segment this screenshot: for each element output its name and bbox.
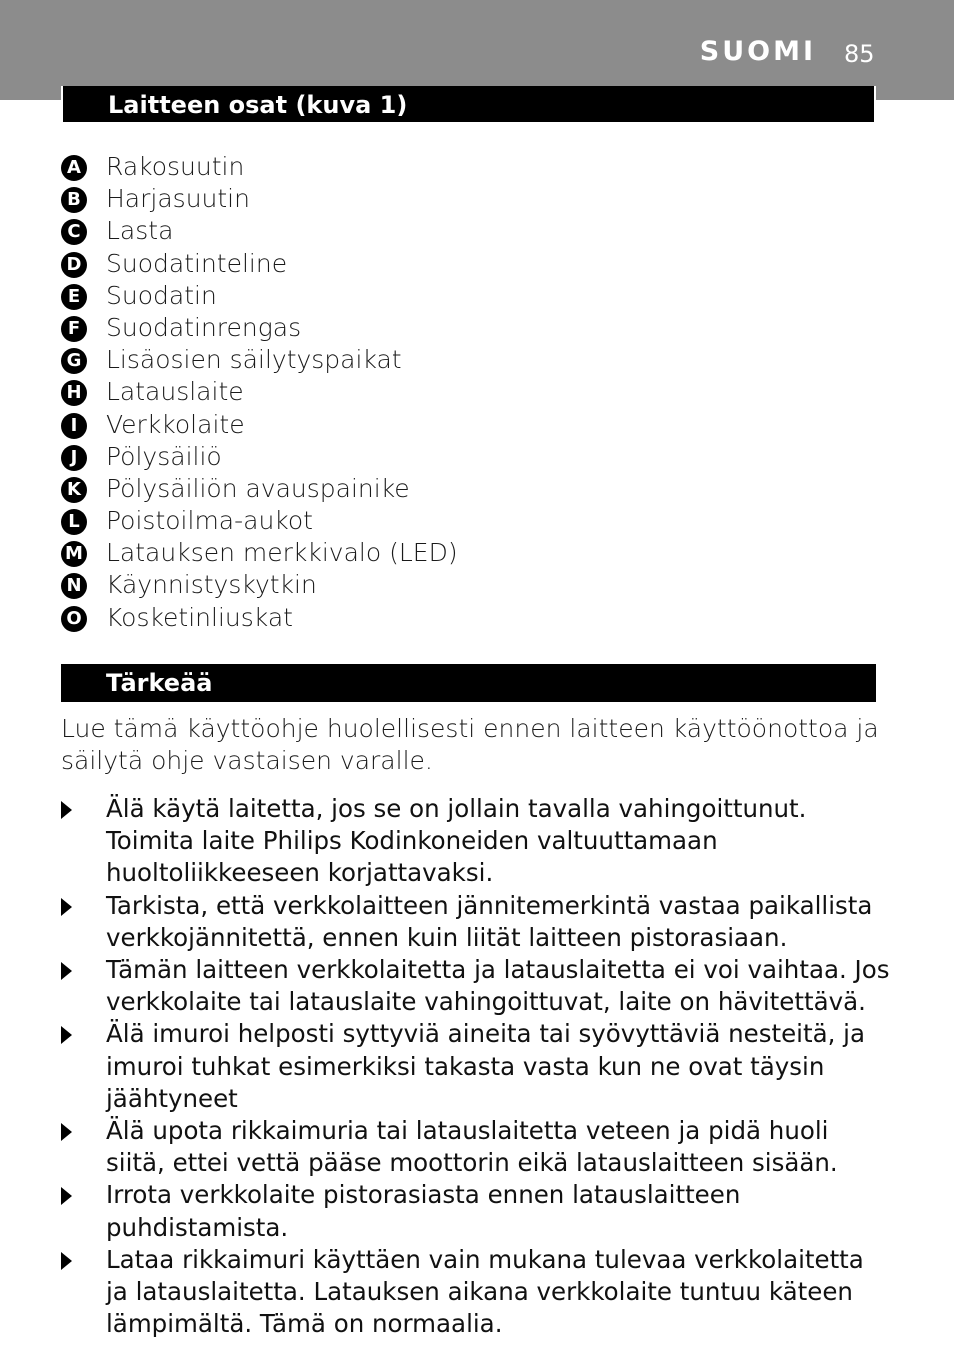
part-label: Latauksen merkkivalo (LED)	[106, 538, 458, 568]
letter-badge: A	[61, 155, 87, 181]
part-label: Pölysäiliö	[106, 441, 222, 471]
bullet-icon	[61, 1026, 72, 1044]
letter-badge: E	[61, 284, 87, 310]
letter-badge: C	[61, 219, 87, 245]
part-label: Poistoilma-aukot	[106, 506, 313, 536]
letter-badge: L	[61, 509, 87, 535]
warning-item	[61, 1115, 891, 1179]
letter-badge: F	[61, 316, 87, 342]
warning-item	[61, 890, 891, 954]
part-label: Suodatinrengas	[106, 312, 302, 342]
part-label: Lisäosien säilytyspaikat	[106, 345, 402, 375]
bullet-icon	[61, 1123, 72, 1141]
section-header-parts	[61, 86, 876, 124]
section-title: Laitteen osat (kuva 1)	[108, 91, 408, 119]
part-label: Käynnistyskytkin	[106, 570, 317, 600]
letter-badge: B	[61, 187, 87, 213]
language-label: SUOMI	[699, 36, 816, 67]
warning-item	[61, 1244, 891, 1341]
warnings-list	[61, 793, 891, 1340]
bullet-icon	[61, 801, 72, 819]
page-number: 85	[844, 40, 875, 68]
bullet-icon	[61, 1252, 72, 1270]
letter-badge: J	[61, 445, 87, 471]
letter-badge: M	[61, 541, 87, 567]
part-label: Lasta	[106, 216, 174, 246]
warning-item	[61, 793, 891, 890]
warning-text: Tarkista, että verkkolaitteen jännitemerkintä vastaa paikallista verkkojännitettä, ennen kuin liität laitteen pistorasiaan.	[106, 890, 873, 952]
warning-text: Irrota verkkolaite pistorasiasta ennen latauslaitteen puhdistamista.	[106, 1180, 741, 1242]
header-band	[0, 0, 954, 100]
letter-badge: D	[61, 252, 87, 278]
letter-badge: O	[61, 606, 87, 632]
bullet-icon	[61, 962, 72, 980]
section-title: Tärkeää	[106, 669, 213, 697]
intro-paragraph: Lue tämä käyttöohje huolellisesti ennen laitteen käyttöönottoa ja säilytä ohje vastaisen varalle.	[61, 714, 879, 775]
warning-item	[61, 1179, 891, 1243]
letter-badge: N	[61, 573, 87, 599]
letter-badge: I	[61, 413, 87, 439]
warning-text: Tämän laitteen verkkolaitetta ja latauslaitetta ei voi vaihtaa. Jos verkkolaite tai latauslaite vahingoittuvat, laite on hävitettävä.	[106, 955, 890, 1017]
letter-badge: G	[61, 348, 87, 374]
bullet-icon	[61, 898, 72, 916]
warning-text: Älä käytä laitetta, jos se on jollain tavalla vahingoittunut. Toimita laite Philips Kodinkoneiden valtuuttamaan huoltoliikkeeseen korjattavaksi.	[106, 794, 807, 888]
warning-item	[61, 954, 891, 1018]
section-header-important	[61, 664, 876, 702]
part-label: Suodatin	[106, 280, 217, 310]
part-label: Harjasuutin	[106, 184, 250, 214]
part-label: Suodatinteline	[106, 248, 288, 278]
letter-badge: K	[61, 477, 87, 503]
part-label: Rakosuutin	[106, 152, 245, 181]
part-label: Latauslaite	[106, 377, 244, 407]
warning-text: Älä imuroi helposti syttyviä aineita tai syövyttäviä nesteitä, ja imuroi tuhkat esimerkiksi takasta vasta kun ne ovat täysin jäähtyneet	[106, 1019, 865, 1113]
part-label: Kosketinliuskat	[106, 602, 293, 632]
warning-text: Lataa rikkaimuri käyttäen vain mukana tulevaa verkkolaitetta ja latauslaitetta. Latauksen aikana verkkolaite tuntuu käteen lämpimältä. Tämä on normaalia.	[106, 1244, 864, 1339]
part-label: Pölysäiliön avauspainike	[106, 473, 410, 503]
letter-badge: H	[61, 380, 87, 406]
warning-item	[61, 1018, 891, 1115]
warning-text: Älä upota rikkaimuria tai latauslaitetta veteen ja pidä huoli siitä, ettei vettä pääse moottorin eikä latauslaitteen sisään.	[106, 1116, 838, 1178]
bullet-icon	[61, 1187, 72, 1205]
part-label: Verkkolaite	[106, 409, 245, 439]
